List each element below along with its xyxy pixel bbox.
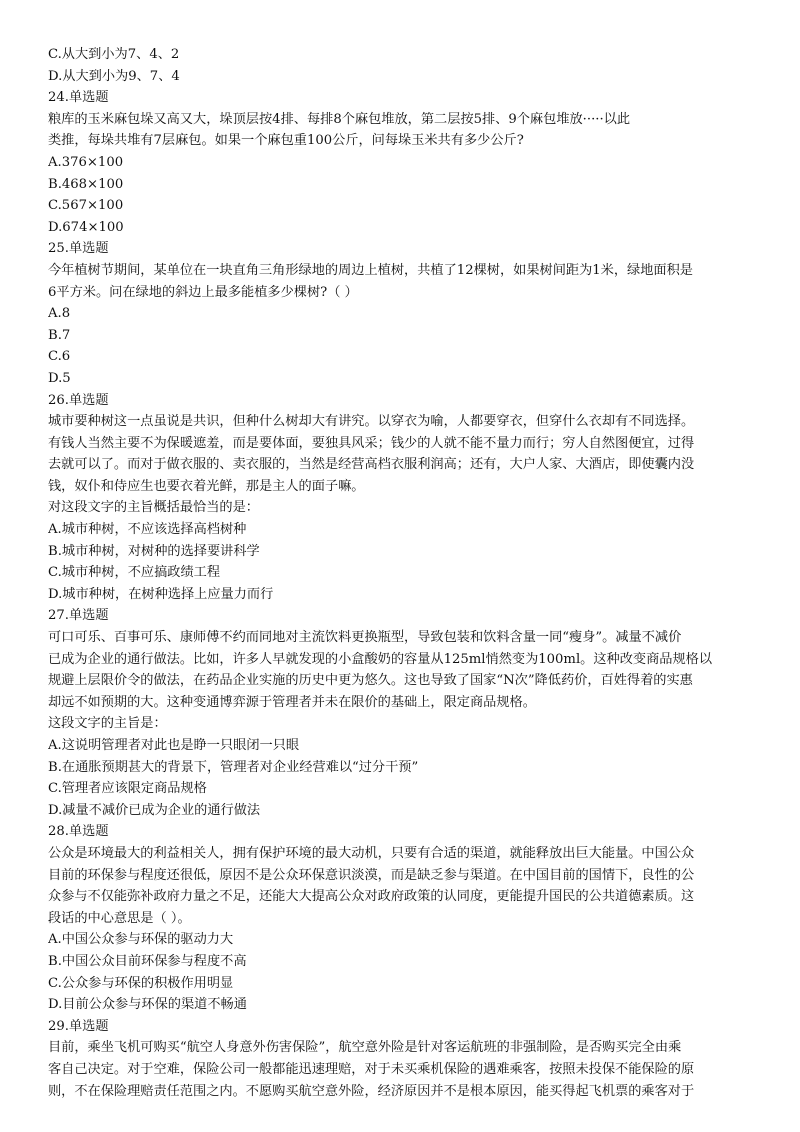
text-line: 类推，每垛共堆有7层麻包。如果一个麻包重100公斤，问每垛玉米共有多少公斤?: [48, 133, 524, 149]
option-a-q25: A.8: [48, 306, 71, 322]
text-line: 段话的中心意思是（ ）。: [48, 910, 191, 926]
text-line: 钱，奴仆和侍应生也要衣着光鲜，那是主人的面子嘛。: [48, 478, 365, 494]
question-26-heading: 26.单选题: [48, 392, 109, 408]
question-25-heading: 25.单选题: [48, 241, 109, 257]
text-line: 去就可以了。而对于做衣服的、卖衣服的，当然是经营高档衣服利润高；还有，大户人家、大酒店，即使囊内没: [48, 457, 695, 473]
question-28-heading: 28.单选题: [48, 824, 109, 840]
option-d-q25: D.5: [48, 370, 71, 386]
text-line: 6平方米。问在绿地的斜边上最多能植多少棵树?（ ）: [48, 284, 358, 300]
text-line: 已成为企业的通行做法。比如，许多人早就发现的小盒酸奶的容量从125ml悄然变为100ml。这种改变商品规格以: [48, 651, 713, 667]
question-26-prompt: 对这段文字的主旨概括最恰当的是：: [48, 500, 259, 516]
option-c-q24: C.567×100: [48, 198, 124, 214]
text-line: 城市要种树这一点虽说是共识，但种什么树却大有讲究。以穿衣为喻，人都要穿衣，但穿什么衣却有不同选择。: [48, 414, 695, 430]
text-line: 规避上层限价令的做法，在药品企业实施的历史中更为悠久。这也导致了国家“N次”降低药价，百姓得着的实惠: [48, 673, 693, 689]
option-c-q26: C.城市种树，不应搞政绩工程: [48, 565, 221, 581]
option-a-q28: A.中国公众参与环保的驱动力大: [48, 932, 234, 948]
text-line: 目前的环保参与程度还很低，原因不是公众环保意识淡漠，而是缺乏参与渠道。在中国目前的国情下，良性的公: [48, 867, 695, 883]
text-line: 目前，乘坐飞机可购买“航空人身意外伤害保险”，航空意外险是针对客运航班的非强制险，是否购买完全由乘: [48, 1040, 682, 1056]
question-29-heading: 29.单选题: [48, 1018, 109, 1034]
option-a-q27: A.这说明管理者对此也是睁一只眼闭一只眼: [48, 738, 300, 753]
text-line: 有钱人当然主要不为保暖遮羞，而是要体面，要独具风采；钱少的人就不能不量力而行；穷人自然图便宜，过得: [48, 435, 695, 451]
text-line: 众参与不仅能弥补政府力量之不足，还能大大提高公众对政府政策的认同度，更能提升国民的公共道德素质。这: [48, 889, 695, 905]
text-line: 粮库的玉米麻包垛又高又大，垛顶层按4排、每排8个麻包堆放，第二层按5排、9个麻包堆放·····以此: [48, 111, 631, 127]
option-d-q28: D.目前公众参与环保的渠道不畅通: [48, 997, 247, 1013]
text-line: 却远不如预期的大。这种变通博弈源于管理者并未在限价的基础上，限定商品规格。: [48, 694, 536, 710]
option-b-q28: B.中国公众目前环保参与程度不高: [48, 953, 247, 969]
option-c-q23: C.从大到小为7、4、2: [48, 47, 180, 62]
document-page: [48, 44, 758, 1102]
question-26-passage: [48, 411, 758, 497]
question-24-heading: 24.单选题: [48, 90, 109, 106]
option-d-q27: D.减量不减价已成为企业的通行做法: [48, 802, 261, 818]
option-b-q26: B.城市种树，对树种的选择要讲科学: [48, 543, 260, 559]
option-d-q26: D.城市种树，在树种选择上应量力而行: [48, 586, 274, 602]
question-27-heading: 27.单选题: [48, 608, 109, 624]
option-b-q24: B.468×100: [48, 176, 124, 192]
option-b-q25: B.7: [48, 327, 71, 343]
question-27-prompt: 这段文字的主旨是：: [48, 716, 167, 732]
option-c-q28: C.公众参与环保的积极作用明显: [48, 975, 234, 991]
option-a-q26: A.城市种树，不应该选择高档树种: [48, 522, 247, 538]
option-c-q27: C.管理者应该限定商品规格: [48, 781, 207, 797]
text-line: 今年植树节期间，某单位在一块直角三角形绿地的周边上植树，共植了12棵树，如果树间距为1米，绿地面积是: [48, 262, 693, 278]
text-line: 则，不在保险理赔责任范围之内。不愿购买航空意外险，经济原因并不是根本原因，能买得起飞机票的乘客对于: [48, 1083, 695, 1099]
question-27-passage: [48, 627, 758, 713]
question-25-stem: [48, 260, 758, 303]
text-line: 可口可乐、百事可乐、康师傅不约而同地对主流饮料更换瓶型，导致包装和饮料含量一同“瘦身”。减量不减价: [48, 630, 682, 646]
option-d-q23: D.从大到小为9、7、4: [48, 68, 180, 84]
option-b-q27: B.在通胀预期甚大的背景下，管理者对企业经营难以“过分干预”: [48, 759, 419, 775]
text-line: 公众是环境最大的利益相关人，拥有保护环境的最大动机，只要有合适的渠道，就能释放出巨大能量。中国公众: [48, 845, 695, 861]
option-c-q25: C.6: [48, 349, 71, 365]
question-28-passage: [48, 843, 758, 929]
option-d-q24: D.674×100: [48, 219, 124, 235]
option-a-q24: A.376×100: [48, 154, 124, 170]
question-29-passage: [48, 1037, 758, 1102]
text-line: 客自己决定。对于空难，保险公司一般都能迅速理赔，对于未买乘机保险的遇难乘客，按照未投保不能保险的原: [48, 1061, 695, 1077]
question-24-stem: [48, 109, 758, 152]
